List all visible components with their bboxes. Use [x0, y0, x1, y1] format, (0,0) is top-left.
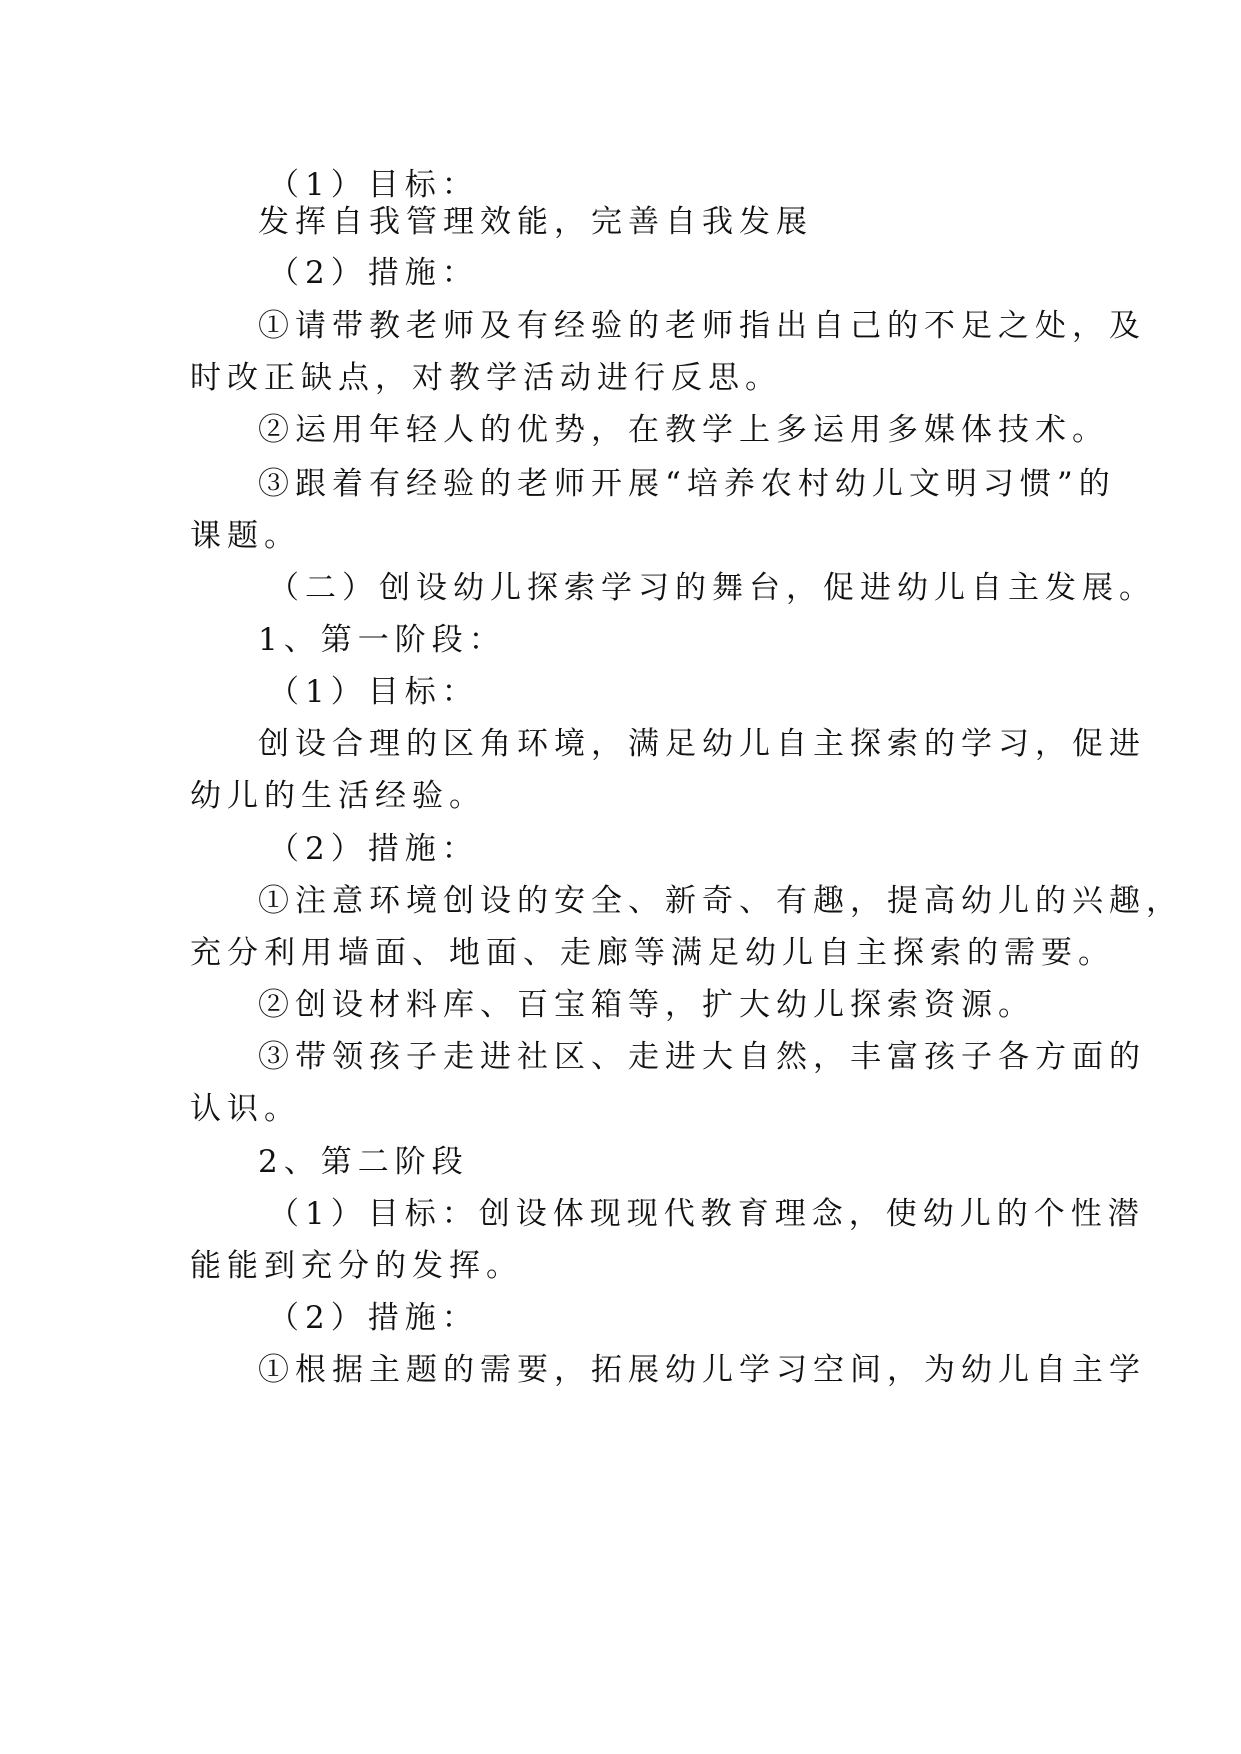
measure-item-5: ②创设材料库、百宝箱等，扩大幼儿探索资源。 — [258, 987, 1035, 1023]
measure-item-4: ①注意环境创设的安全、新奇、有趣，提高幼儿的兴趣， — [258, 883, 1183, 919]
measure-item-4-cont: 充分利用墙面、地面、走廊等满足幼儿自主探索的需要。 — [190, 935, 1115, 971]
measure-item-3-cont: 课题。 — [190, 518, 301, 554]
phase-heading-1: 1、第一阶段： — [258, 622, 506, 658]
goal-heading-1: （1）目标： — [268, 167, 479, 203]
measure-item-2: ②运用年轻人的优势，在教学上多运用多媒体技术。 — [258, 412, 1109, 448]
measure-item-6-cont: 认识。 — [190, 1091, 301, 1127]
measure-item-3: ③跟着有经验的老师开展“培养农村幼儿文明习惯”的 — [258, 466, 1116, 502]
measure-heading-1: （2）措施： — [268, 255, 479, 291]
measure-item-6: ③带领孩子走进社区、走进大自然，丰富孩子各方面的 — [258, 1039, 1146, 1075]
goal-text-2: 创设合理的区角环境，满足幼儿自主探索的学习，促进 — [258, 726, 1146, 762]
goal-text-2-cont: 幼儿的生活经验。 — [190, 778, 486, 814]
phase-heading-2: 2、第二阶段 — [258, 1144, 469, 1180]
section-heading-2: （二）创设幼儿探索学习的舞台，促进幼儿自主发展。 — [268, 570, 1156, 606]
goal-text-3: （1）目标：创设体现现代教育理念，使幼儿的个性潜 — [268, 1196, 1145, 1232]
measure-item-1-cont: 时改正缺点，对教学活动进行反思。 — [190, 360, 782, 396]
goal-text-1: 发挥自我管理效能，完善自我发展 — [258, 204, 813, 240]
measure-heading-2: （2）措施： — [268, 831, 479, 867]
goal-heading-2: （1）目标： — [268, 674, 479, 710]
goal-text-3-cont: 能能到充分的发挥。 — [190, 1248, 523, 1284]
measure-heading-3: （2）措施： — [268, 1300, 479, 1336]
measure-item-1: ①请带教老师及有经验的老师指出自己的不足之处，及 — [258, 308, 1146, 344]
measure-item-7: ①根据主题的需要，拓展幼儿学习空间，为幼儿自主学 — [258, 1352, 1146, 1388]
